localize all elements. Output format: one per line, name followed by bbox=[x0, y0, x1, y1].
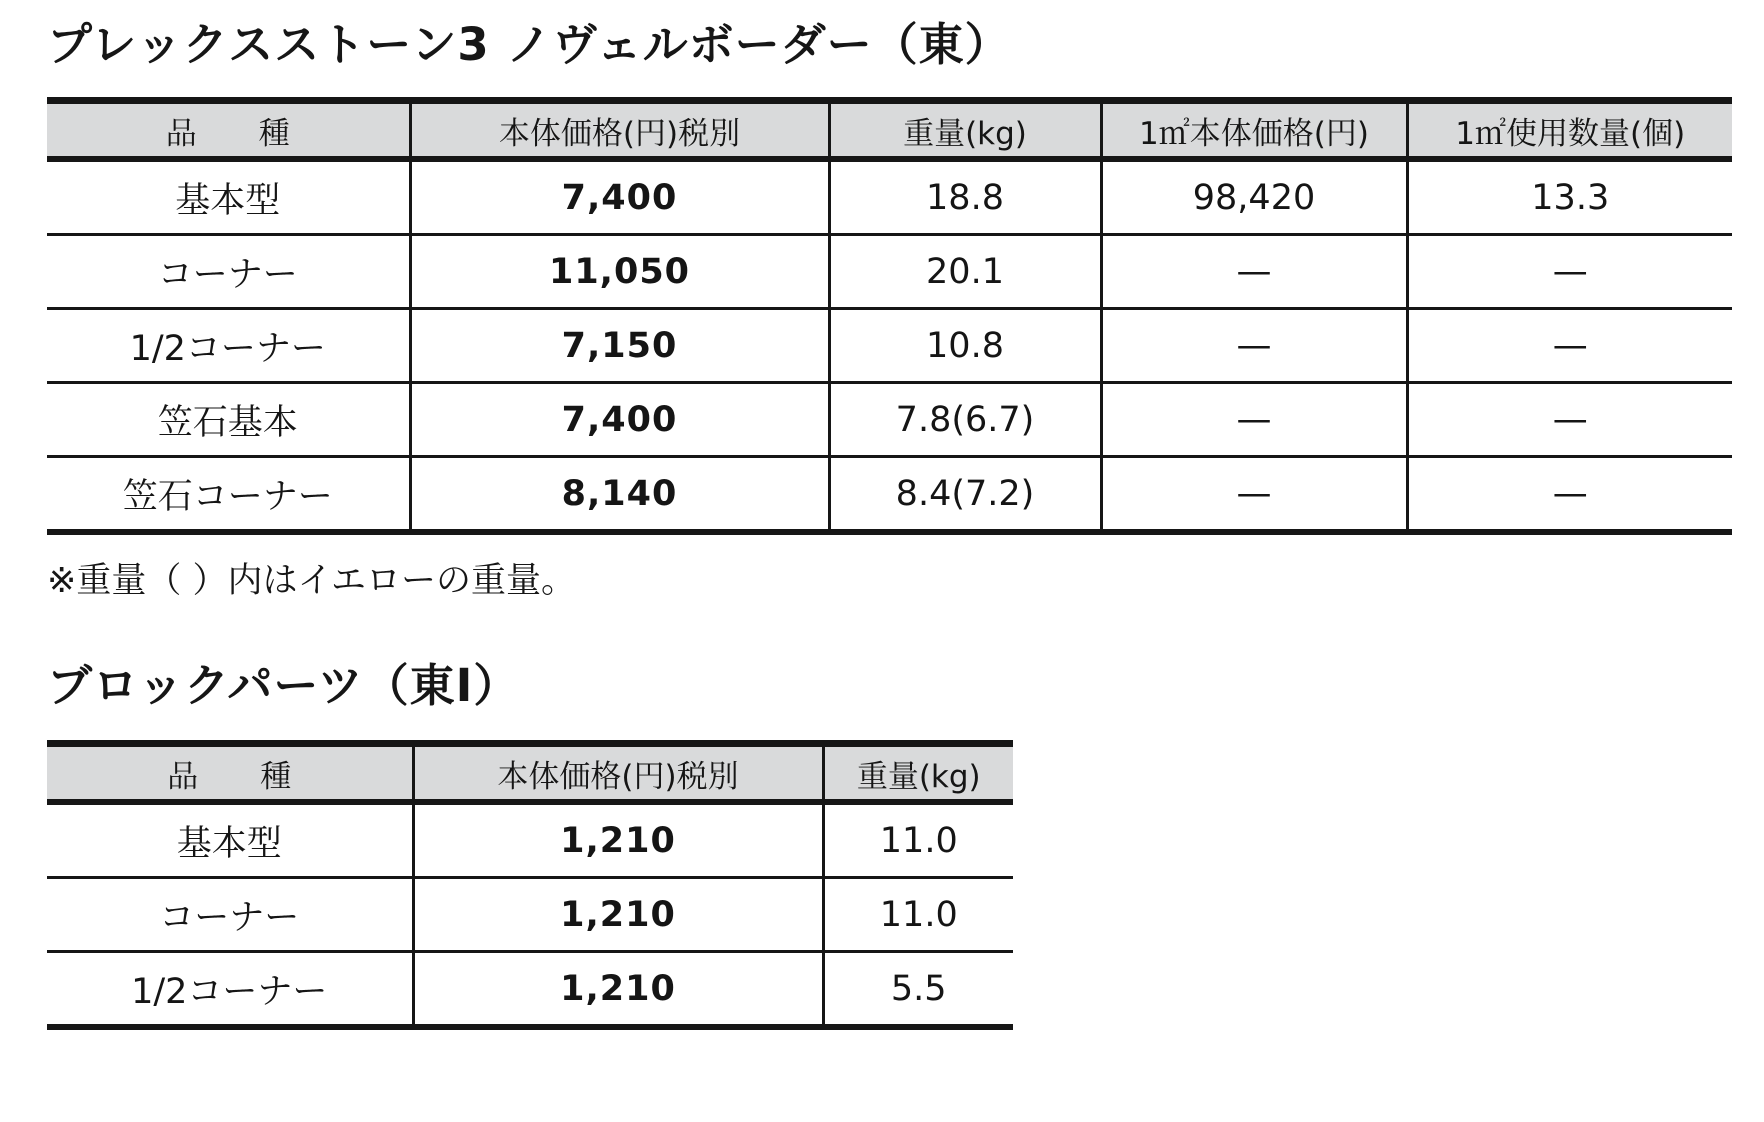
cell-unit-price: 1,210 bbox=[413, 802, 823, 878]
cell-item-name: 1/2コーナー bbox=[47, 952, 413, 1028]
cell-weight: 20.1 bbox=[829, 235, 1101, 309]
table-row bbox=[47, 457, 1732, 533]
cell-qty-per-sqm: — bbox=[1407, 309, 1732, 383]
cell-unit-price: 11,050 bbox=[410, 235, 829, 309]
cell-weight: 18.8 bbox=[829, 159, 1101, 235]
cell-qty-per-sqm: — bbox=[1407, 457, 1732, 533]
cell-price-per-sqm: — bbox=[1101, 383, 1407, 457]
cell-price-per-sqm: — bbox=[1101, 235, 1407, 309]
cell-item-name: 基本型 bbox=[47, 802, 413, 878]
cell-price-per-sqm: 98,420 bbox=[1101, 159, 1407, 235]
cell-weight: 11.0 bbox=[823, 802, 1013, 878]
cell-unit-price: 1,210 bbox=[413, 878, 823, 952]
section2-header-row bbox=[47, 744, 1013, 803]
column-header-item-type: 品 種 bbox=[47, 101, 410, 160]
cell-price-per-sqm: — bbox=[1101, 457, 1407, 533]
cell-item-name: 笠石コーナー bbox=[47, 457, 410, 533]
cell-weight: 10.8 bbox=[829, 309, 1101, 383]
cell-unit-price: 8,140 bbox=[410, 457, 829, 533]
cell-weight: 5.5 bbox=[823, 952, 1013, 1028]
table-row bbox=[47, 235, 1732, 309]
column-header-price-per-sqm: 1㎡本体価格(円) bbox=[1101, 101, 1407, 160]
column-header-item-type: 品 種 bbox=[47, 744, 413, 803]
column-header-weight: 重量(kg) bbox=[823, 744, 1013, 803]
table-row bbox=[47, 159, 1732, 235]
section1-header-row bbox=[47, 101, 1732, 160]
column-header-unit-price: 本体価格(円)税別 bbox=[410, 101, 829, 160]
cell-item-name: 1/2コーナー bbox=[47, 309, 410, 383]
cell-weight: 8.4(7.2) bbox=[829, 457, 1101, 533]
cell-unit-price: 1,210 bbox=[413, 952, 823, 1028]
column-header-qty-per-sqm: 1㎡使用数量(個) bbox=[1407, 101, 1732, 160]
cell-item-name: コーナー bbox=[47, 878, 413, 952]
cell-weight: 7.8(6.7) bbox=[829, 383, 1101, 457]
column-header-weight: 重量(kg) bbox=[829, 101, 1101, 160]
cell-price-per-sqm: — bbox=[1101, 309, 1407, 383]
column-header-unit-price: 本体価格(円)税別 bbox=[413, 744, 823, 803]
section1-price-table bbox=[47, 97, 1732, 535]
cell-qty-per-sqm: 13.3 bbox=[1407, 159, 1732, 235]
cell-item-name: コーナー bbox=[47, 235, 410, 309]
cell-item-name: 基本型 bbox=[47, 159, 410, 235]
cell-unit-price: 7,400 bbox=[410, 383, 829, 457]
section2-price-table bbox=[47, 740, 1013, 1030]
table-row bbox=[47, 952, 1013, 1028]
weight-note: ※重量（ ）内はイエローの重量。 bbox=[47, 561, 577, 601]
cell-item-name: 笠石基本 bbox=[47, 383, 410, 457]
cell-unit-price: 7,400 bbox=[410, 159, 829, 235]
table-row bbox=[47, 309, 1732, 383]
table-row bbox=[47, 878, 1013, 952]
cell-weight: 11.0 bbox=[823, 878, 1013, 952]
section1-title: プレックスストーン3 ノヴェルボーダー（東） bbox=[47, 18, 1011, 71]
cell-qty-per-sqm: — bbox=[1407, 383, 1732, 457]
cell-unit-price: 7,150 bbox=[410, 309, 829, 383]
section2-title: ブロックパーツ（東Ⅰ） bbox=[47, 659, 520, 712]
cell-qty-per-sqm: — bbox=[1407, 235, 1732, 309]
table-row bbox=[47, 802, 1013, 878]
table-row bbox=[47, 383, 1732, 457]
